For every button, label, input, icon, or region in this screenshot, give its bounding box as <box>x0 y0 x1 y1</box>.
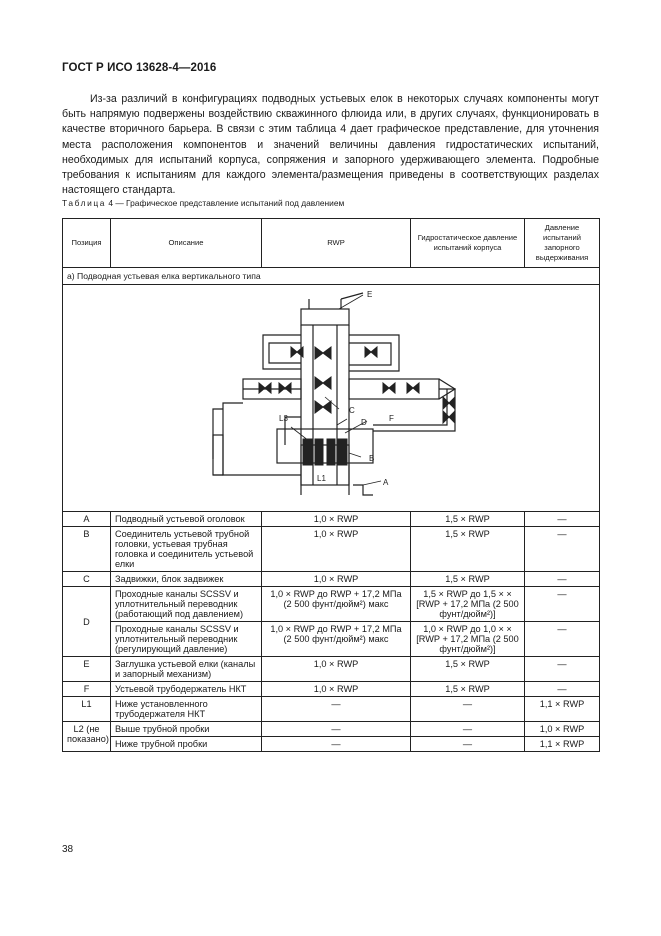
row-rwp: — <box>262 697 411 722</box>
label-b: B <box>369 454 375 463</box>
row-hold: — <box>525 572 600 587</box>
label-e: E <box>367 290 373 299</box>
row-description: Соединитель устьевой трубной головки, устьевая трубная головка и соединитель устьевой елки <box>111 527 262 572</box>
row-rwp: 1,0 × RWP <box>262 682 411 697</box>
row-position: L2 (не показано) <box>63 722 111 752</box>
row-hold: — <box>525 657 600 682</box>
row-rwp: 1,0 × RWP <box>262 657 411 682</box>
intro-paragraph <box>62 92 599 198</box>
row-hydro: 1,5 × RWP <box>411 572 525 587</box>
row-description: Подводный устьевой оголовок <box>111 512 262 527</box>
row-hold: 1,1 × RWP <box>525 697 600 722</box>
row-rwp: — <box>262 722 411 737</box>
row-description: Ниже трубной пробки <box>111 737 262 752</box>
label-f: F <box>389 414 394 423</box>
table-header-row <box>63 219 600 268</box>
header-position: Позиция <box>63 219 111 268</box>
row-description: Проходные каналы SCSSV и уплотнительный переводник (работающий под давлением) <box>111 587 262 622</box>
table-row <box>63 572 600 587</box>
row-hydro: 1,5 × RWP до 1,5 × × [RWP + 17,2 МПа (2 500 фунт/дюйм²)] <box>411 587 525 622</box>
document-header: ГОСТ Р ИСО 13628-4—2016 <box>62 62 217 74</box>
row-description: Задвижки, блок задвижек <box>111 572 262 587</box>
figure-cell <box>63 285 600 512</box>
label-l3: L3 <box>279 414 288 423</box>
row-hold: — <box>525 682 600 697</box>
row-position: L1 <box>63 697 111 722</box>
section-a-title: а) Подводная устьевая елка вертикального типа <box>63 268 600 285</box>
row-rwp: 1,0 × RWP до RWP + 17,2 МПа (2 500 фунт/дюйм²) макс <box>262 622 411 657</box>
label-c: C <box>349 406 355 415</box>
row-position: C <box>63 572 111 587</box>
row-description: Проходные каналы SCSSV и уплотнительный переводник (регулирующий давление) <box>111 622 262 657</box>
row-hold: — <box>525 527 600 572</box>
row-position: D <box>63 587 111 657</box>
tree-diagram <box>63 285 598 509</box>
label-d: D <box>361 418 367 427</box>
row-hydro: 1,5 × RWP <box>411 657 525 682</box>
row-hold: 1,0 × RWP <box>525 722 600 737</box>
row-rwp: 1,0 × RWP <box>262 527 411 572</box>
row-hydro: 1,5 × RWP <box>411 512 525 527</box>
header-rwp: RWP <box>262 219 411 268</box>
table-caption <box>62 198 344 208</box>
row-hydro: 1,5 × RWP <box>411 682 525 697</box>
table-row <box>63 622 600 657</box>
row-position: E <box>63 657 111 682</box>
section-row <box>63 268 600 285</box>
header-hydrostatic: Гидростатическое давление испытаний корпуса <box>411 219 525 268</box>
label-a: A <box>383 478 389 487</box>
row-description: Устьевой трубодержатель НКТ <box>111 682 262 697</box>
caption-label: Таблица <box>62 198 107 208</box>
row-rwp: — <box>262 737 411 752</box>
table-row <box>63 737 600 752</box>
row-hold: — <box>525 587 600 622</box>
table-row <box>63 527 600 572</box>
row-hydro: — <box>411 737 525 752</box>
page-number: 38 <box>62 844 74 855</box>
row-rwp: 1,0 × RWP <box>262 572 411 587</box>
row-hold: — <box>525 622 600 657</box>
table-row <box>63 722 600 737</box>
row-description: Ниже установленного трубодержателя НКТ <box>111 697 262 722</box>
label-l1: L1 <box>317 474 326 483</box>
row-hold: — <box>525 512 600 527</box>
row-description: Выше трубной пробки <box>111 722 262 737</box>
row-position: A <box>63 512 111 527</box>
table-row <box>63 697 600 722</box>
row-rwp: 1,0 × RWP <box>262 512 411 527</box>
table-row <box>63 587 600 622</box>
header-holding: Давление испытаний запорного выдерживания <box>525 219 600 268</box>
row-position: F <box>63 682 111 697</box>
pressure-test-table <box>62 218 600 752</box>
table-row <box>63 657 600 682</box>
row-rwp: 1,0 × RWP до RWP + 17,2 МПа (2 500 фунт/дюйм²) макс <box>262 587 411 622</box>
caption-text: 4 — Графическое представление испытаний под давлением <box>108 198 345 208</box>
row-description: Заглушка устьевой елки (каналы и запорный механизм) <box>111 657 262 682</box>
table-row <box>63 682 600 697</box>
row-hydro: 1,5 × RWP <box>411 527 525 572</box>
table-row <box>63 512 600 527</box>
row-hydro: 1,0 × RWP до 1,0 × × [RWP + 17,2 МПа (2 500 фунт/дюйм²)] <box>411 622 525 657</box>
header-description: Описание <box>111 219 262 268</box>
row-hold: 1,1 × RWP <box>525 737 600 752</box>
row-hydro: — <box>411 697 525 722</box>
paragraph-text: Из-за различий в конфигурациях подводных устьевых елок в некоторых случаях компоненты могут быть напрямую подвержены воздействию скважинного флюида или, в других случаях, функционировать в качестве вторичного барьера. В связи с этим таблица 4 дает графическое представление, для уточнения места расположения компонентов и значений величины давления гидростатических испытаний, необходимых для испытаний корпуса, сопряжения и запорного удерживающего элемента. Подробные требования к испытаниям для каждого элемента/размещения приведены в соответствующих разделах настоящего стандарта. <box>62 93 599 197</box>
figure-row <box>63 285 600 512</box>
row-hydro: — <box>411 722 525 737</box>
row-position: B <box>63 527 111 572</box>
